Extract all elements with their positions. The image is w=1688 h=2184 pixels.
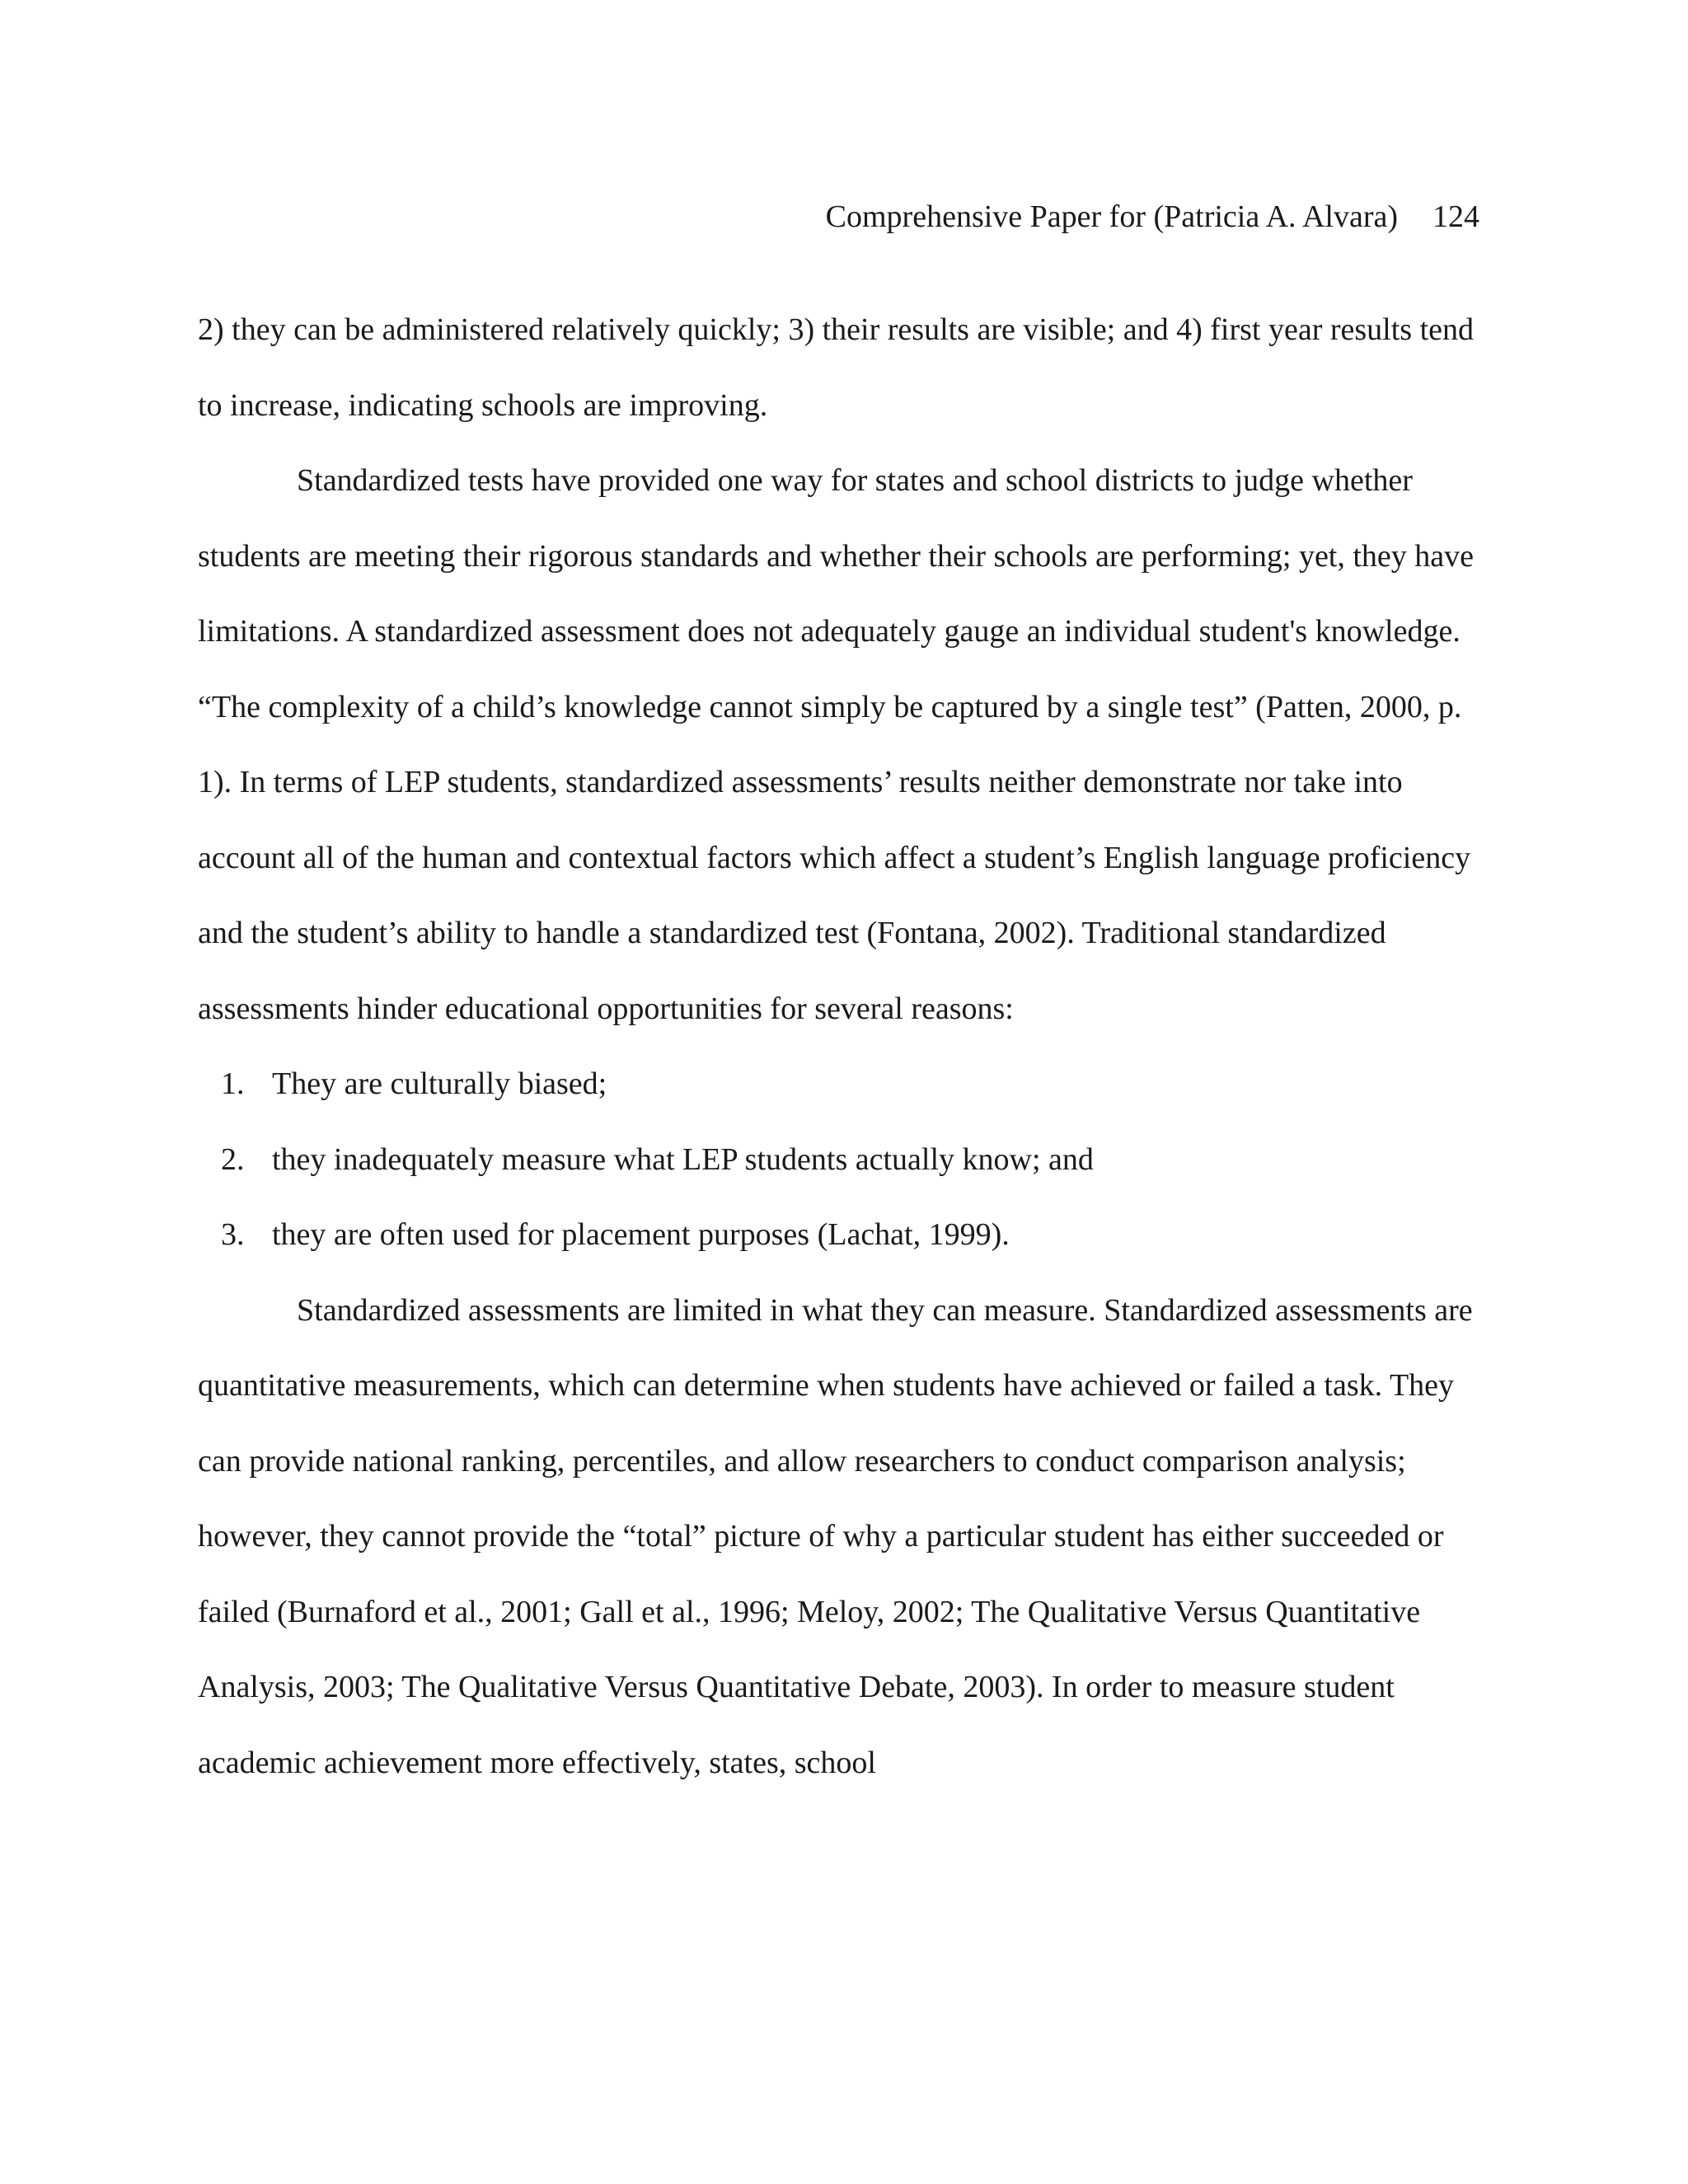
paragraph-continuation: 2) they can be administered relatively quickly; 3) their results are visible; and 4) first year results tend to increase, indicating schools are improving. <box>198 312 1474 423</box>
list-item-number: 3. <box>221 1217 245 1252</box>
list-item-text: they inadequately measure what LEP students actually know; and <box>272 1141 1094 1177</box>
body-text <box>198 293 1490 1801</box>
running-header-title: Comprehensive Paper for (Patricia A. Alvara) <box>825 199 1398 234</box>
page-number: 124 <box>1432 199 1479 234</box>
list-item <box>198 1122 1490 1198</box>
list-item-text: They are culturally biased; <box>272 1066 607 1101</box>
list-item-number: 1. <box>221 1066 245 1101</box>
list-item-number: 2. <box>221 1141 245 1177</box>
running-header <box>826 196 1479 237</box>
paragraph-standardized-tests: Standardized tests have provided one way for states and school districts to judge whether students are meeting their rigorous standards and whether their schools are performing; yet, they have limitations. A standardized assessment does not adequately gauge an individual student's knowledge. “The complexity of a child’s knowledge cannot simply be captured by a single test” (Patten, 2000, p. 1). In terms of LEP students, standardized assessments’ results neither demonstrate nor take into account all of the human and contextual factors which affect a student’s English language proficiency and the student’s ability to handle a standardized test (Fontana, 2002). Traditional standardized assessments hinder educational opportunities for several reasons: <box>198 463 1475 1026</box>
reasons-list <box>198 1047 1490 1273</box>
paragraph-limited-measurement: Standardized assessments are limited in what they can measure. Standardized assessments are quantitative measurements, which can determine when students have achieved or failed a task. They can provide national ranking, percentiles, and allow researchers to conduct comparison analysis; however, they cannot provide the “total” picture of why a particular student has either succeeded or failed (Burnaford et al., 2001; Gall et al., 1996; Meloy, 2002; The Qualitative Versus Quantitative Analysis, 2003; The Qualitative Versus Quantitative Debate, 2003). In order to measure student academic achievement more effectively, states, school <box>198 1292 1473 1780</box>
list-item <box>198 1047 1490 1122</box>
list-item-text: they are often used for placement purposes (Lachat, 1999). <box>272 1217 1010 1252</box>
list-item <box>198 1197 1490 1273</box>
